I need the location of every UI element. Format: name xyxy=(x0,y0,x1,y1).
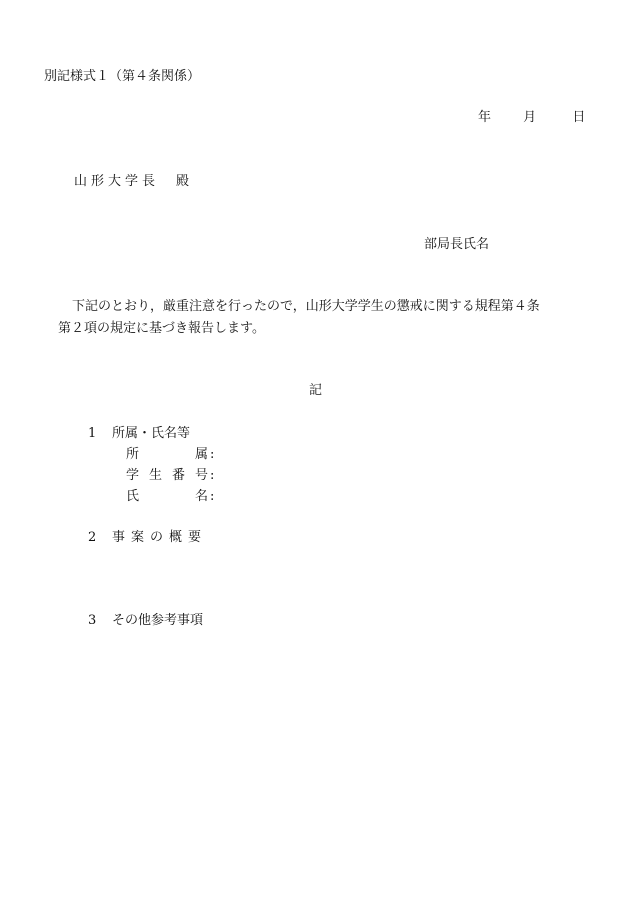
item-3-title: その他参考事項 xyxy=(112,613,204,628)
date-month-label: 月 xyxy=(523,110,537,125)
field-student-number-colon: : xyxy=(210,468,215,483)
item-1-title: 所属・氏名等 xyxy=(112,426,191,441)
field-student-number xyxy=(126,467,214,485)
field-affiliation-label: 所属 xyxy=(126,447,208,462)
date-day-label: 日 xyxy=(572,110,586,125)
body-line-1: 下記のとおり，厳重注意を行ったので，山形大学学生の懲戒に関する規程第４条 xyxy=(72,299,540,314)
item-1-number: 1 xyxy=(88,426,97,441)
ki-heading: 記 xyxy=(309,383,323,398)
field-affiliation-colon: : xyxy=(210,447,215,462)
addressee: 山形大学長 殿 xyxy=(74,174,194,189)
department-head-name-label: 部局長氏名 xyxy=(424,237,490,252)
field-student-number-label: 学生番号 xyxy=(126,468,208,483)
date-line xyxy=(478,109,585,127)
item-2-title: 事案の概要 xyxy=(112,530,208,545)
field-affiliation xyxy=(126,446,214,464)
field-name xyxy=(126,488,214,506)
item-3-number: 3 xyxy=(88,613,97,628)
body-line-2: 第２項の規定に基づき報告します。 xyxy=(58,321,265,336)
item-2-number: 2 xyxy=(88,530,97,545)
field-name-colon: : xyxy=(210,489,215,504)
date-year-label: 年 xyxy=(478,110,492,125)
form-title: 別記様式１（第４条関係） xyxy=(44,69,201,84)
field-name-label: 氏名 xyxy=(126,489,208,504)
